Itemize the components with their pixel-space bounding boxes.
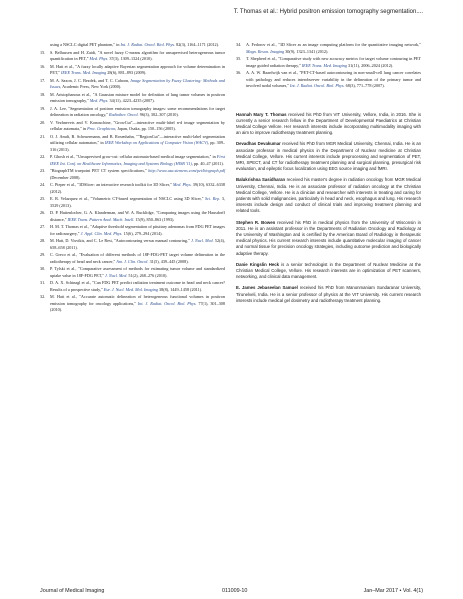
reference-entry bbox=[40, 210, 225, 223]
reference-journal[interactable]: J. Appl. Clin. Med. Phys. bbox=[80, 230, 123, 236]
reference-details: 52(4), 658–658 (2011). bbox=[50, 238, 225, 250]
reference-number: 19. bbox=[40, 105, 46, 111]
reference-journal[interactable]: Int. J. Radiat. Oncol. Biol. Phys. bbox=[290, 83, 345, 88]
reference-journal[interactable]: J. Nucl. Med. bbox=[104, 272, 128, 278]
reference-entry bbox=[40, 134, 225, 154]
reference-number: 31. bbox=[40, 280, 46, 285]
reference-journal[interactable]: Radiother. Oncol. bbox=[109, 112, 139, 117]
reference-number: 15. bbox=[40, 49, 46, 55]
reference-entry bbox=[40, 280, 225, 293]
reference-text: "BiographTM truepoint PET CT system specifications," bbox=[50, 168, 149, 173]
reference-journal[interactable]: Magn. Reson. Imaging bbox=[246, 48, 285, 54]
reference-number: 28. bbox=[40, 238, 46, 243]
reference-entry bbox=[236, 42, 421, 55]
reference-entry bbox=[40, 224, 225, 237]
reference-journal[interactable]: Am. J. Clin. Oncol. bbox=[116, 258, 149, 264]
reference-journal[interactable]: Med. Phys. bbox=[172, 182, 192, 187]
reference-entry bbox=[40, 182, 225, 195]
reference-journal[interactable]: IEEE Trans. Med. Imaging bbox=[60, 70, 107, 75]
reference-entry bbox=[40, 168, 225, 181]
author-name: Balukrishna Sasidharan bbox=[236, 177, 286, 183]
reference-text: C. Pieper et al., "3DSlicer: an interactive research toolkit for 3D Slicer," bbox=[50, 182, 173, 187]
reference-text: E. R. Velazquez et al., "Volumetric CT-based segmentation of NSCLC using 3D Slicer," bbox=[50, 196, 205, 201]
reference-entry bbox=[40, 50, 225, 63]
reference-text: H. M. T. Thomas et al., "Adaptive threshold segmentation of pituitary adenomas from FDG PET images for radiosurgery," bbox=[50, 224, 225, 236]
reference-entry bbox=[40, 120, 225, 133]
reference-details: 39(10), 6332–6338 (2012). bbox=[50, 182, 225, 194]
reference-journal[interactable]: Proc. Graphicon bbox=[87, 126, 116, 131]
author-bio bbox=[236, 141, 421, 172]
reference-details: , pp. 309–316 (2013). bbox=[50, 140, 226, 152]
reference-details: 68(3), 771–778 (2007). bbox=[344, 83, 385, 88]
reference-details: 31(11), 2006–2024 (2012). bbox=[347, 62, 394, 68]
reference-details: , pp. 40–47 (2011). bbox=[191, 160, 224, 166]
reference-details: , Academic Press, New York (2000). bbox=[60, 84, 122, 89]
author-bio bbox=[236, 177, 421, 214]
reference-details: 15(9), 850–863 (1993). bbox=[134, 216, 175, 222]
author-name: Danie Kingslin Heck bbox=[236, 261, 280, 267]
author-bio bbox=[236, 285, 421, 304]
reference-journal[interactable]: IEEE Trans. Med. Imaging bbox=[301, 62, 347, 68]
reference-number: 26. bbox=[40, 210, 46, 215]
reference-details: 31(5), 439–445 (2008). bbox=[148, 258, 189, 264]
reference-entry bbox=[40, 64, 225, 77]
reference-entry bbox=[40, 294, 225, 314]
reference-entry bbox=[40, 238, 225, 251]
author-bio-text: received his PhD from Manonmaniam Sundaranar University, Tirunelveli, India. He is a senior professor of physics at the VIT University. His current research interests include medical gel dosimetry and radiotherapy treatment planning. bbox=[236, 285, 421, 303]
reference-number: 25. bbox=[40, 196, 46, 201]
reference-text: M. Hatt, D. Visvikis, and C. Le Rest, "Autocontouring versus manual contouring," bbox=[50, 238, 191, 243]
footer-page-number: 011009-10 bbox=[222, 588, 248, 594]
reference-text: M. Aristophanous et al., "A Gaussian mixture model for definition of lung tumor volumes in positron emission tomography," bbox=[50, 91, 225, 103]
reference-number: 18. bbox=[40, 91, 46, 97]
author-bio-text: received his PhD in medical physics from the University of Wisconsin in 2011. He is an assistant professor in the Departments of Radiation Oncology and Radiology at the University of Washington and is certified by the American Board of Radiology in therapeutic medical physics. His current research interests include quantitative molecular imaging of cancer and normal tissue for precision oncology strategies, including outcome prediction and biologically adaptive therapy. bbox=[236, 219, 421, 256]
reference-entry bbox=[40, 196, 225, 209]
reference-number: 35. bbox=[236, 56, 242, 61]
author-bios bbox=[236, 112, 421, 304]
reference-number: 21. bbox=[40, 133, 46, 139]
reference-text: D. P. Huttenlocher, G. A. Klanderman, and W. A. Rucklidge, "Comparing images using the Hausdorff distance," bbox=[50, 210, 225, 222]
reference-journal[interactable]: IEEE Workshop on Applications of Computer Vision (WACV) bbox=[104, 140, 209, 145]
reference-journal[interactable]: Int. J. Radiat. Oncol. Biol. Phys. bbox=[137, 300, 197, 306]
reference-text: O. J. Amdt, B. Scheuermann, and B. Rosenhahn, ""RegionCut"—interactive multi-label segmentation utilizing cellular automaton," in bbox=[50, 133, 225, 145]
reference-journal[interactable]: J. Nucl. Med. bbox=[190, 238, 214, 243]
reference-entry bbox=[236, 70, 421, 90]
reference-text: C. Greco et al., "Evaluation of different methods of 18F-FDG-PET target volume delineation in the radiotherapy of head and neck cancer," bbox=[50, 252, 225, 264]
reference-number: 32. bbox=[40, 294, 46, 299]
author-bio-text: is a senior technologist in the Department of Nuclear Medicine at the Christian Medical College, Vellore. His research interests are in optimization of PET scanners, networking, and clinical data management. bbox=[236, 261, 421, 280]
author-name: Hannah Mary T. Thomas bbox=[236, 111, 287, 117]
reference-text: M. A. Saxon, J. C. Bezdek, and T. C. Cahoon, bbox=[50, 77, 131, 83]
reference-entry bbox=[40, 92, 225, 105]
reference-entry bbox=[236, 56, 421, 69]
running-head: T. Thomas et al.: Hybrid positron emission tomography segmentation.... bbox=[233, 9, 423, 15]
reference-details: , Japan, Osaka, pp. 150–156 (2005). bbox=[115, 126, 176, 131]
reference-details: 30(9), 1323–1341 (2012). bbox=[284, 48, 329, 54]
reference-details: 34(11), 4223–4235 (2007). bbox=[108, 98, 155, 103]
author-bio bbox=[236, 262, 421, 281]
reference-journal[interactable]: Med. Phys. bbox=[89, 98, 109, 103]
reference-text: P. Tylski et al., "Comparative assessment of methods for estimating tumor volume and standardized uptake value in 18F-FDG PET," bbox=[50, 266, 225, 278]
reference-details: 82(3), 1164–1171 (2012). bbox=[175, 42, 220, 47]
author-name: Devadhas Devakumar bbox=[236, 141, 281, 147]
reference-number: 17. bbox=[40, 77, 46, 83]
reference-text: A. A. W. Baardwijk van et al., "PET-CT-based autocontouring in non-small-cell lung cancer correlates with pathology and reduces interobserver variability in the delineation of the primary tumor and involved nodal volumes," bbox=[246, 70, 421, 88]
reference-number: 23. bbox=[40, 168, 46, 173]
reference-journal[interactable]: Med. Phys. bbox=[89, 56, 109, 61]
reference-number: 30. bbox=[40, 266, 46, 271]
reference-journal[interactable]: Image Segmentation by Fuzzy Clustering: Methods and Issues bbox=[50, 77, 225, 89]
reference-details: 15(6), 279–294 (2014). bbox=[122, 230, 163, 236]
author-name: Stephen R. Bowen bbox=[236, 219, 276, 225]
reference-number: 20. bbox=[40, 119, 46, 125]
reference-text: A. Fedorov et al., "3D Slicer as an image computing platform for the quantitative imaging network," bbox=[246, 42, 421, 47]
reference-number: 29. bbox=[40, 252, 46, 257]
reference-entry bbox=[40, 154, 225, 167]
reference-text: using a NSCLC digital PET phantom," in bbox=[50, 42, 121, 47]
footer-issue: Jan–Mar 2017 • Vol. 4(1) bbox=[363, 588, 423, 594]
reference-journal[interactable]: Int. J. Radiat. Oncol. Biol. Phys. bbox=[120, 42, 176, 47]
reference-number: 36. bbox=[236, 70, 242, 75]
reference-details: 38(8), 1449–1458 (2011). bbox=[157, 286, 203, 292]
reference-number: 34. bbox=[236, 42, 242, 47]
reference-entry bbox=[40, 78, 225, 91]
reference-details: 37(3), 1309–1324 (2010). bbox=[108, 56, 153, 61]
reference-number: 16. bbox=[40, 63, 46, 69]
reference-entry bbox=[40, 106, 225, 119]
reference-text: J. A. Lee, "Segmentation of positron emission tomography images: some recommendations for target delineation in radiation oncology," bbox=[50, 105, 225, 117]
references-left-column bbox=[40, 42, 225, 315]
right-column bbox=[236, 42, 421, 309]
reference-details: 3, 3529 (2013). bbox=[50, 196, 225, 208]
reference-number: 24. bbox=[40, 182, 46, 187]
reference-text: V. Vezhnevets and V. Konouchine, "GrowCut"—interactive multi-label n-d image segmentation by cellular automata," in bbox=[50, 119, 225, 131]
reference-text: T. Shepherd et al., "Comparative study with new accuracy metrics for target volume contouring in PET image guided radiation therapy," bbox=[246, 56, 421, 68]
reference-details: 96(3), 302–307 (2010). bbox=[138, 112, 179, 117]
author-bio-text: received his PhD from MGR Medical University, Chennai, India. He is an associate professor in medical physics in the Department of Nuclear medicine at Christian Medical College, Vellore. His current interests include preprocessing and segmentation of PET, MRI, SPECT, and CT for radiotherapy treatment planning and surgical planning, presurgical risk evaluation, and epileptic focus localization using EEG source imaging and fMRI. bbox=[236, 141, 421, 172]
reference-journal[interactable]: Sci. Rep. bbox=[205, 196, 221, 201]
author-bio-text: received his master's degree in radiation oncology from MGR Medical University, Chennai, India. He is an associate professor of radiation oncology at the Christian Medical College, Vellore. He is a clinician and researcher with interests in treating and caring for patients with solid malignancies, particularly in head and neck, esophagus and lung. His research interests include design and conduct of clinical trials and improving treatment planning and related tools. bbox=[236, 177, 421, 214]
reference-number: 22. bbox=[40, 154, 46, 159]
reference-text: D. A. X. Schinagl et al., "Can FDG PET predict radiation treatment outcome in head and neck cancer? Results of a prospective study," bbox=[50, 280, 225, 292]
reference-journal[interactable]: IEEE Trans. Pattern Anal. Mach. Intell. bbox=[67, 216, 135, 222]
reference-details: (December 2008). bbox=[50, 174, 81, 180]
reference-details: 28(6), 881–893 (2009). bbox=[106, 70, 147, 75]
reference-journal[interactable]: First IEEE Int. Conf. on Healthcare Informatics, Imaging and Systems Biology (HISB '11) bbox=[50, 154, 225, 166]
author-bio-text: received his PhD from VIT University, Vellore, India, in 2016. She is currently a senior research fellow in the Department of Developmental Paediatrics at Christian Medical College Vellore. Her research interests include incorporating multimodality imaging with an aim to improve radiotherapy treatment planning. bbox=[236, 111, 422, 136]
reference-entry bbox=[40, 266, 225, 279]
reference-text: M. Hatt et al., "A fuzzy locally adaptive Bayesian segmentation approach for volume determination in PET," bbox=[50, 63, 225, 75]
author-bio bbox=[236, 112, 421, 137]
reference-journal[interactable]: Eur. J. Nucl. Med. Mol. Imaging bbox=[103, 286, 158, 292]
reference-number: 27. bbox=[40, 224, 46, 229]
reference-text: P. Ghosh et al., "Unsupervised grow-cut: cellular automata-based medical image segmentation," in bbox=[50, 154, 217, 159]
author-bio bbox=[236, 220, 421, 257]
reference-details: 51(2), 268–276 (2010). bbox=[127, 272, 168, 278]
reference-text: S. Belhassen and H. Zaidi, "A novel fuzzy C-means algorithm for unsupervised heterogeneous tumor quantification in PET," bbox=[50, 49, 225, 61]
reference-journal[interactable]: http://www.usa.siemens.com/pet/biograph.pdf bbox=[148, 168, 225, 173]
references-right bbox=[236, 42, 421, 90]
reference-entry bbox=[40, 42, 225, 49]
reference-details: 77(1), 301–308 (2010). bbox=[50, 300, 225, 312]
footer-journal: Journal of Medical Imaging bbox=[40, 588, 105, 594]
author-name: E. James Jebaseelan Samuel bbox=[236, 285, 298, 291]
reference-text: M. Hatt et al., "Accurate automatic delineation of heterogeneous functional volumes in positron emission tomography for oncology applications," bbox=[50, 294, 225, 306]
reference-entry bbox=[40, 252, 225, 265]
